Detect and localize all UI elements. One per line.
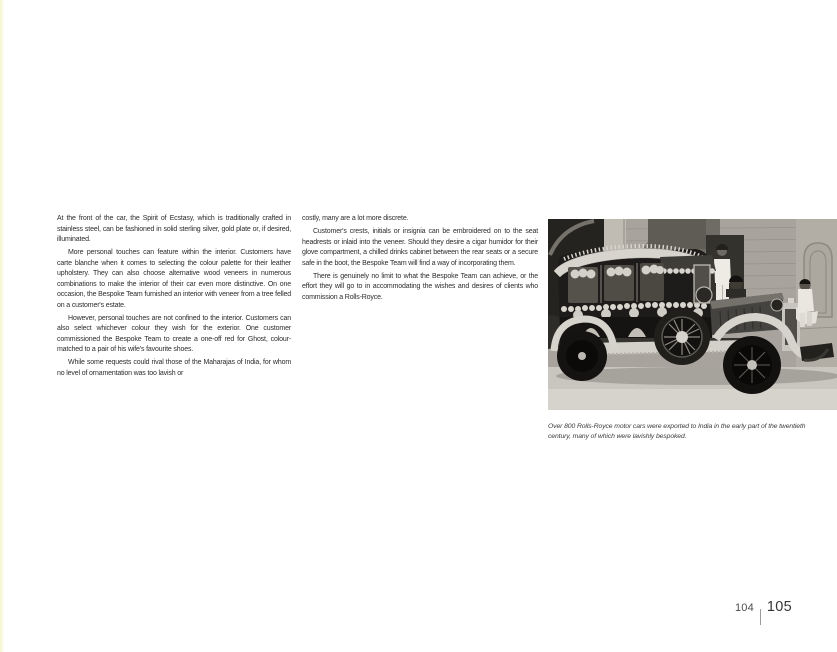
photo-caption: Over 800 Rolls-Royce motor cars were exported to India in the early part of the twentieth century, many of which were lavishly bespoked.	[548, 423, 806, 440]
page-number-right: 105	[766, 599, 792, 615]
paragraph: However, personal touches are not confined to the interior. Customers can also select whichever colour they wish for the exterior. One customer commissioned the Bespoke Team to create a one-off red for Ghost, colour-matched to a pair of his wife's favourite shoes.	[57, 314, 291, 353]
page-number-divider	[760, 609, 761, 625]
spare-wheel	[654, 309, 710, 365]
paragraph: At the front of the car, the Spirit of Ecstasy, which is traditionally crafted in stainless steel, can be fashioned in solid sterling silver, gold plate or, if desired, illuminated.	[57, 215, 291, 243]
paragraph: More personal touches can feature within the interior. Customers have carte blanche when it comes to selecting the colour palette for their leather upholstery. They can also choose alternative wood veneers in numerous combinations to make the interior of their car even more distinctive. On one occasion, the Bespoke Team furnished an interior with veneer from a tree felled on a customer's estate.	[57, 249, 291, 309]
scanned-page-edge	[0, 0, 5, 652]
page-number-left: 104	[734, 602, 754, 614]
vintage-car-photo-illustration	[548, 219, 837, 410]
paragraph: Customer's crests, initials or insignia can be embroidered on to the seat headrests or inlaid into the veneer. Should they desire a cigar humidor for their glove compartment, a chilled drinks cabinet between the rear seats or a secure safe in the boot, the Bespoke Team will find a way of incorporating them.	[302, 228, 538, 267]
photo-bespoked-rolls-royce-india	[548, 219, 837, 410]
text-column-right	[302, 214, 538, 303]
paragraph: There is genuinely no limit to what the Bespoke Team can achieve, or the effort they will go to in accommodating the wishes and desires of clients who commission a Rolls-Royce.	[302, 272, 538, 301]
paragraph: While some requests could rival those of the Maharajas of India, for whom no level of ornamentation was too lavish or	[57, 359, 291, 377]
paragraph: costly, many are a lot more discrete.	[302, 215, 409, 222]
page-numbers	[722, 599, 792, 623]
text-column-left	[57, 214, 291, 379]
